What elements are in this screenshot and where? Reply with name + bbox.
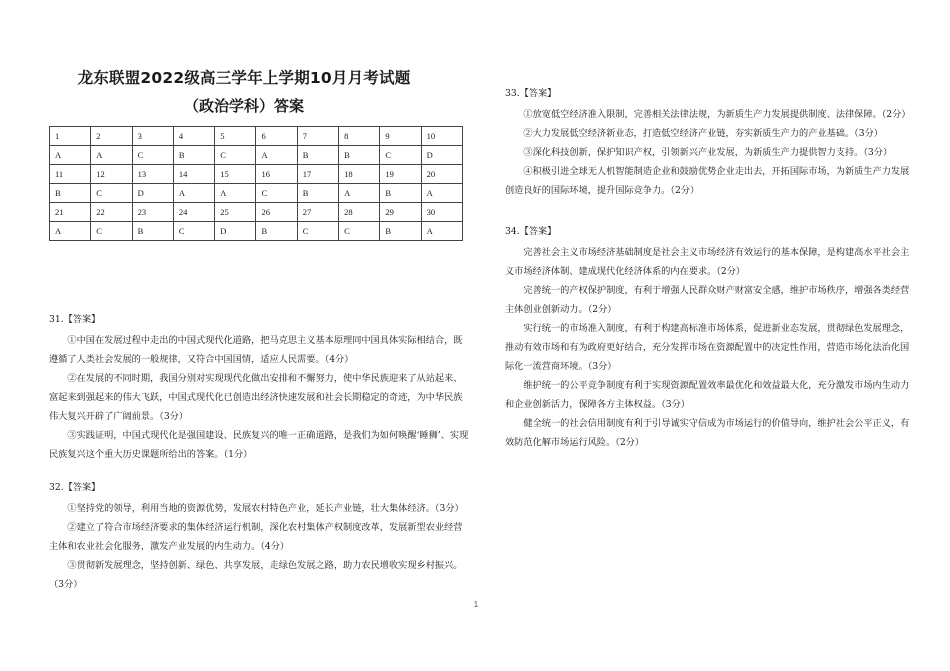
q31-point-1: ①中国在发展过程中走出的中国式现代化道路，把马克思主义基本原理同中国具体实际相结合，既遵循了人类社会发展的一般规律，又符合中国国情，适应人民需要。（4分） (49, 335, 463, 365)
q31-heading: 31.【答案】 (49, 314, 101, 325)
table-cell: C (215, 146, 256, 165)
table-cell: 1 (50, 127, 91, 146)
table-cell: 17 (297, 165, 338, 184)
table-cell: B (380, 222, 421, 241)
table-row (50, 222, 463, 241)
q34-point-1: 完善社会主义市场经济基础制度是社会主义市场经济有效运行的基本保障，是构建高水平社会主义市场经济体制、建成现代化经济体系的内在要求。（2分） (505, 247, 910, 277)
q34-point-2: 完善统一的产权保护制度，有利于增强人民群众财产财富安全感，维护市场秩序，增强各类经营主体创业创新动力。（2分） (505, 285, 910, 315)
table-cell: A (339, 184, 380, 203)
table-cell: 19 (380, 165, 421, 184)
table-cell: 20 (421, 165, 462, 184)
answer-33 (505, 84, 910, 200)
q33-point-3: ③深化科技创新，保护知识产权，引领新兴产业发展，为新质生产力提供智力支持。（3分） (523, 147, 893, 158)
table-row (50, 127, 463, 146)
answer-34 (505, 222, 910, 452)
table-cell: B (50, 184, 91, 203)
table-cell: D (215, 222, 256, 241)
table-cell: A (50, 146, 91, 165)
table-cell: A (421, 184, 462, 203)
answer-table (49, 126, 463, 241)
table-cell: B (339, 146, 380, 165)
table-cell: 3 (132, 127, 173, 146)
table-cell: 14 (173, 165, 214, 184)
table-row (50, 146, 463, 165)
table-row (50, 165, 463, 184)
table-cell: 13 (132, 165, 173, 184)
table-cell: A (421, 222, 462, 241)
q34-point-4: 维护统一的公平竞争制度有利于实现资源配置效率最优化和效益最大化，充分激发市场内生动力和企业创新活力，保障各方主体权益。（3分） (505, 380, 910, 410)
table-cell: 24 (173, 203, 214, 222)
table-row (50, 184, 463, 203)
q32-point-2: ②建立了符合市场经济要求的集体经济运行机制，深化农村集体产权制度改革，发展新型农业经营主体和农业社会化服务，激发产业发展的内生动力。（4分） (49, 522, 463, 552)
table-cell: C (256, 184, 297, 203)
q33-heading: 33.【答案】 (505, 88, 557, 99)
document-subtitle: （政治学科）答案 (183, 97, 304, 115)
table-cell: 7 (297, 127, 338, 146)
document-title: 龙东联盟2022级高三学年上学期10月月考试题 (77, 69, 411, 87)
table-cell: 8 (339, 127, 380, 146)
table-cell: B (132, 222, 173, 241)
table-cell: 6 (256, 127, 297, 146)
table-cell: 4 (173, 127, 214, 146)
table-cell: C (91, 222, 132, 241)
table-cell: A (50, 222, 91, 241)
q33-point-4: ④积极引进全球无人机智能制造企业和鼓励优势企业走出去，开拓国际市场，为新质生产力发展创造良好的国际环境，提升国际竞争力。（2分） (505, 166, 910, 196)
table-cell: D (132, 184, 173, 203)
q33-point-1: ①放宽低空经济准入限制，完善相关法律法规，为新质生产力发展提供制度、法律保障。（2分） (523, 109, 911, 120)
q31-point-3: ③实践证明，中国式现代化是强国建设、民族复兴的唯一正确道路，是我们为如何唤醒‘睡狮’、实现民族复兴这个重大历史课题所给出的答案。（1分） (49, 430, 469, 460)
q32-point-3: ③贯彻新发展理念，坚持创新、绿色、共享发展，走绿色发展之路，助力农民增收实现乡村振兴。（3分） (49, 560, 463, 590)
q34-point-5: 健全统一的社会信用制度有利于引导诚实守信成为市场运行的价值导向，维护社会公平正义，有效防范化解市场运行风险。（2分） (505, 418, 910, 448)
table-cell: C (173, 222, 214, 241)
q34-point-3: 实行统一的市场准入制度，有利于构建高标准市场体系，促进新业态发展，贯彻绿色发展理念，推动有效市场和有为政府更好结合，充分发挥市场在资源配置中的决定性作用，营造市场化法治化国际化一流营商环境。（3分） (505, 323, 910, 372)
table-cell: 16 (256, 165, 297, 184)
q34-heading: 34.【答案】 (505, 226, 557, 237)
table-cell: 10 (421, 127, 462, 146)
table-cell: B (256, 222, 297, 241)
table-cell: A (91, 146, 132, 165)
table-cell: C (297, 222, 338, 241)
left-column (49, 310, 469, 594)
table-cell: 22 (91, 203, 132, 222)
table-cell: 29 (380, 203, 421, 222)
table-cell: C (91, 184, 132, 203)
table-cell: A (215, 184, 256, 203)
q33-point-2: ②大力发展低空经济新业态，打造低空经济产业链，夯实新质生产力的产业基础。（3分） (523, 128, 883, 139)
table-cell: D (421, 146, 462, 165)
table-cell: B (297, 146, 338, 165)
table-cell: 30 (421, 203, 462, 222)
table-cell: C (380, 146, 421, 165)
table-cell: 27 (297, 203, 338, 222)
right-column (505, 84, 910, 452)
table-cell: 15 (215, 165, 256, 184)
table-cell: C (339, 222, 380, 241)
table-cell: 2 (91, 127, 132, 146)
table-cell: 5 (215, 127, 256, 146)
table-cell: 28 (339, 203, 380, 222)
table-cell: 18 (339, 165, 380, 184)
table-cell: 25 (215, 203, 256, 222)
answer-31 (49, 310, 469, 464)
table-cell: 12 (91, 165, 132, 184)
table-cell: 23 (132, 203, 173, 222)
table-cell: B (380, 184, 421, 203)
q32-point-1: ①坚持党的领导，利用当地的资源优势，发展农村特色产业，延长产业链，壮大集体经济。（3分） (67, 503, 464, 514)
table-cell: A (256, 146, 297, 165)
table-cell: 9 (380, 127, 421, 146)
table-cell: B (173, 146, 214, 165)
table-cell: 11 (50, 165, 91, 184)
table-row (50, 203, 463, 222)
table-cell: C (132, 146, 173, 165)
table-cell: 26 (256, 203, 297, 222)
answer-32 (49, 478, 469, 594)
page-number: 1 (473, 600, 479, 609)
q31-point-2: ②在发展的不同时期，我国分别对实现现代化做出安排和不懈努力，使中华民族迎来了从站起来、富起来到强起来的伟大飞跃，中国式现代化已创造出经济快速发展和社会长期稳定的奇迹，为中华民族伟大复兴开辟了广阔前景。（3分） (49, 373, 463, 422)
q32-heading: 32.【答案】 (49, 482, 101, 493)
table-cell: A (173, 184, 214, 203)
table-cell: B (297, 184, 338, 203)
table-cell: 21 (50, 203, 91, 222)
